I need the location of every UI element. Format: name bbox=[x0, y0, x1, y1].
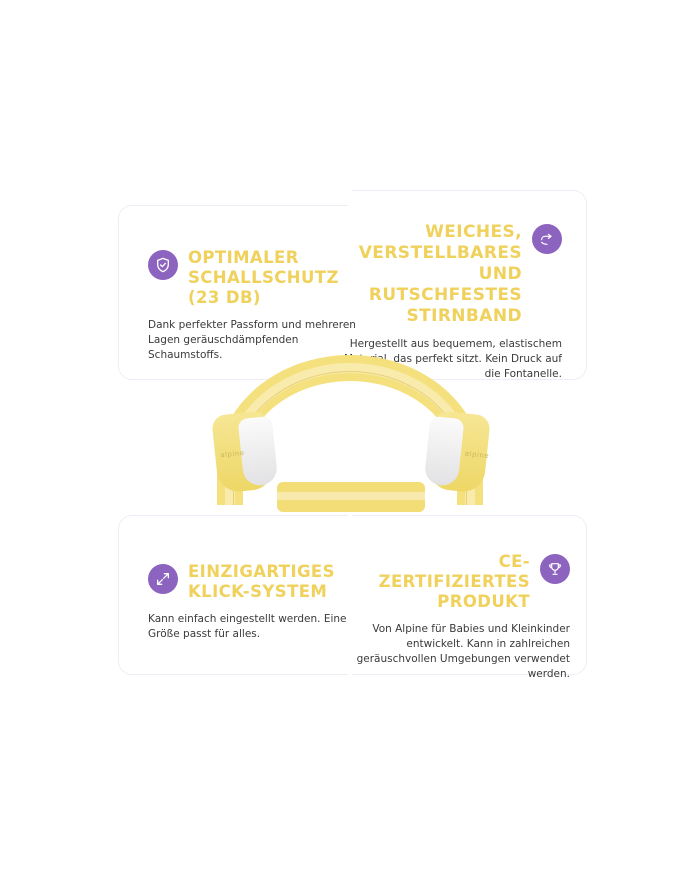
feature-title-line: SCHALLSCHUTZ bbox=[188, 268, 339, 287]
feature-title-line: CE-ZERTIFIZIERTES bbox=[378, 552, 530, 591]
feature-header bbox=[148, 248, 360, 308]
feature-description: Kann einfach eingestellt werden. Eine Größe passt für alles. bbox=[148, 613, 347, 640]
feature-header bbox=[352, 552, 570, 612]
expand-arrows-icon bbox=[148, 564, 178, 594]
feature-title-line: STIRNBAND bbox=[406, 306, 522, 326]
ear-cup-left bbox=[211, 410, 275, 493]
feature-description: Von Alpine für Babies und Kleinkinder entwickelt. Kann in zahlreichen geräuschvollen Umgebungen verwendet werden. bbox=[356, 623, 570, 680]
feature-title-line: KLICK-SYSTEM bbox=[188, 582, 328, 601]
feature-optimaler-schallschutz bbox=[148, 248, 360, 363]
trophy-icon bbox=[540, 554, 570, 584]
feature-title bbox=[352, 552, 530, 612]
hand-soft-icon bbox=[532, 224, 562, 254]
feature-description: Dank perfekter Passform und mehreren Lagen geräuschdämpfenden Schaumstoffs. bbox=[148, 319, 356, 361]
brand-label-left: alpine bbox=[219, 448, 245, 460]
feature-title bbox=[188, 248, 339, 308]
feature-klick-system bbox=[148, 562, 360, 642]
feature-title-line: PRODUKT bbox=[437, 592, 530, 611]
ear-cup-right bbox=[427, 410, 491, 493]
feature-title bbox=[188, 562, 335, 602]
product-image bbox=[195, 355, 505, 540]
feature-title-line: OPTIMALER bbox=[188, 248, 299, 267]
shield-check-icon bbox=[148, 250, 178, 280]
feature-header bbox=[340, 222, 562, 327]
feature-description: Hergestellt aus bequemem, elastischem Material, das perfekt sitzt. Kein Druck auf die Fontanelle. bbox=[344, 338, 562, 380]
feature-title bbox=[340, 222, 522, 327]
feature-title-line: UND RUTSCHFESTES bbox=[368, 264, 522, 305]
feature-title-line: WEICHES, VERSTELLBARES bbox=[358, 222, 522, 263]
brand-label-right: alpine bbox=[464, 449, 490, 461]
feature-title-line: EINZIGARTIGES bbox=[188, 562, 335, 581]
feature-title-line: (23 DB) bbox=[188, 288, 261, 307]
ear-pad-right bbox=[424, 416, 465, 487]
feature-header bbox=[148, 562, 360, 602]
feature-ce-zertifiziert bbox=[352, 552, 570, 682]
headband-bottom-strap bbox=[277, 482, 425, 512]
